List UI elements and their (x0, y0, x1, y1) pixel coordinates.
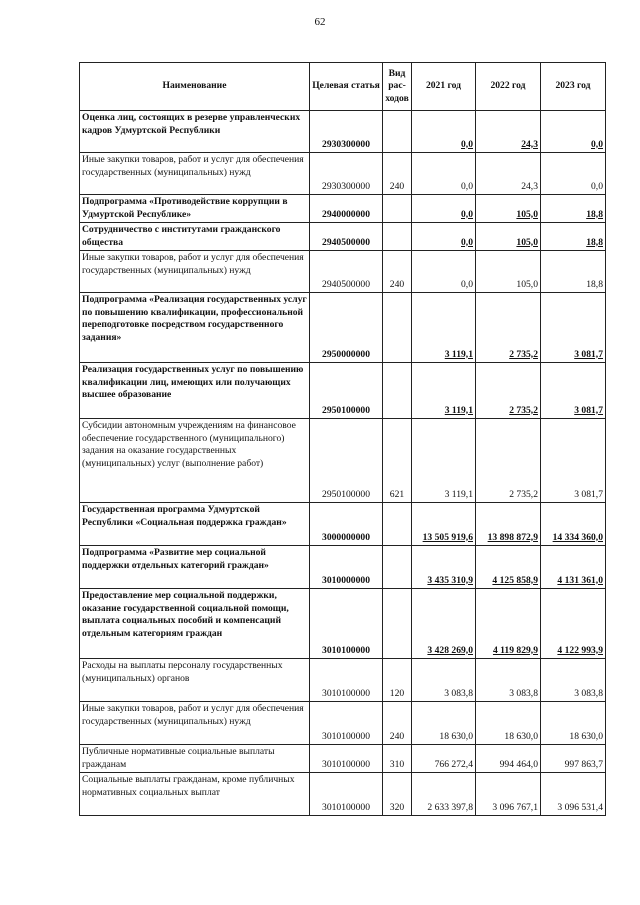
row-2023: 18,8 (541, 251, 606, 293)
table-row (80, 195, 606, 223)
row-code: 3010100000 (310, 589, 383, 659)
row-code: 2950100000 (310, 419, 383, 503)
row-name: Оценка лиц, состоящих в резерве управленческих кадров Удмуртской Республики (80, 111, 310, 153)
row-2021: 3 083,8 (412, 659, 476, 702)
row-2021: 3 435 310,9 (412, 546, 476, 589)
page-number: 62 (314, 16, 326, 28)
table-row (80, 702, 606, 745)
table-row (80, 293, 606, 363)
row-name: Государственная программа Удмуртской Республики «Социальная поддержка граждан» (80, 503, 310, 546)
table-row (80, 589, 606, 659)
row-code: 3010100000 (310, 659, 383, 702)
row-2023: 18 630,0 (541, 702, 606, 745)
row-code: 2950100000 (310, 363, 383, 419)
header-row (80, 63, 606, 111)
row-2022: 994 464,0 (476, 745, 541, 773)
row-2022: 3 083,8 (476, 659, 541, 702)
row-name: Сотрудничество с институтами гражданского общества (80, 223, 310, 251)
row-2021: 3 119,1 (412, 363, 476, 419)
row-2023: 0,0 (541, 111, 606, 153)
row-kind (383, 589, 412, 659)
row-2023: 14 334 360,0 (541, 503, 606, 546)
row-kind (383, 546, 412, 589)
row-2023: 4 122 993,9 (541, 589, 606, 659)
table-row (80, 503, 606, 546)
table-row (80, 745, 606, 773)
table-row (80, 153, 606, 195)
row-code: 2940500000 (310, 223, 383, 251)
row-code: 2950000000 (310, 293, 383, 363)
row-name: Иные закупки товаров, работ и услуг для обеспечения государственных (муниципальных) нужд (80, 251, 310, 293)
row-2022: 18 630,0 (476, 702, 541, 745)
row-2022: 105,0 (476, 251, 541, 293)
row-kind: 240 (383, 702, 412, 745)
row-code: 3000000000 (310, 503, 383, 546)
row-name: Иные закупки товаров, работ и услуг для обеспечения государственных (муниципальных) нужд (80, 702, 310, 745)
row-name: Социальные выплаты гражданам, кроме публичных нормативных социальных выплат (80, 773, 310, 816)
col-header-2023: 2023 год (541, 63, 606, 111)
row-2022: 2 735,2 (476, 293, 541, 363)
row-code: 2930300000 (310, 111, 383, 153)
row-2021: 0,0 (412, 153, 476, 195)
row-code: 2940000000 (310, 195, 383, 223)
row-name: Подпрограмма «Развитие мер социальной поддержки отдельных категорий граждан» (80, 546, 310, 589)
row-kind (383, 363, 412, 419)
row-2023: 3 081,7 (541, 293, 606, 363)
table-row (80, 419, 606, 503)
row-code: 3010100000 (310, 745, 383, 773)
row-2023: 3 081,7 (541, 363, 606, 419)
row-code: 3010100000 (310, 773, 383, 816)
row-2022: 24,3 (476, 153, 541, 195)
row-name: Субсидии автономным учреждениям на финансовое обеспечение государственного (муниципального) задания на оказание государственных (муниципальных) услуг (выполнение работ) (80, 419, 310, 503)
row-kind: 320 (383, 773, 412, 816)
row-name: Подпрограмма «Реализация государственных услуг по повышению квалификации, профессиональной переподготовке посредством государственного задания» (80, 293, 310, 363)
row-2022: 24,3 (476, 111, 541, 153)
row-code: 2930300000 (310, 153, 383, 195)
row-2022: 2 735,2 (476, 419, 541, 503)
col-header-code: Целевая статья (310, 63, 383, 111)
table-row (80, 251, 606, 293)
row-name: Публичные нормативные социальные выплаты гражданам (80, 745, 310, 773)
row-2023: 18,8 (541, 195, 606, 223)
row-kind: 240 (383, 251, 412, 293)
row-2022: 2 735,2 (476, 363, 541, 419)
row-kind: 621 (383, 419, 412, 503)
col-header-name: Наименование (80, 63, 310, 111)
row-kind (383, 111, 412, 153)
col-header-kind: Вид рас-ходов (383, 63, 412, 111)
row-2023: 3 096 531,4 (541, 773, 606, 816)
row-2022: 3 096 767,1 (476, 773, 541, 816)
row-2023: 18,8 (541, 223, 606, 251)
row-2021: 0,0 (412, 251, 476, 293)
row-2021: 3 119,1 (412, 419, 476, 503)
row-kind: 240 (383, 153, 412, 195)
row-2021: 0,0 (412, 223, 476, 251)
row-2023: 0,0 (541, 153, 606, 195)
row-2022: 4 119 829,9 (476, 589, 541, 659)
row-2022: 105,0 (476, 195, 541, 223)
row-2022: 13 898 872,9 (476, 503, 541, 546)
row-kind (383, 293, 412, 363)
col-header-2022: 2022 год (476, 63, 541, 111)
row-2021: 0,0 (412, 195, 476, 223)
table-row (80, 223, 606, 251)
row-kind (383, 195, 412, 223)
row-kind: 310 (383, 745, 412, 773)
row-2023: 3 081,7 (541, 419, 606, 503)
row-name: Подпрограмма «Противодействие коррупции в Удмуртской Республике» (80, 195, 310, 223)
row-2023: 997 863,7 (541, 745, 606, 773)
row-kind: 120 (383, 659, 412, 702)
row-name: Предоставление мер социальной поддержки, оказание государственной социальной помощи, выплата социальных пособий и компенсаций отдельным категориям граждан (80, 589, 310, 659)
budget-table (79, 62, 606, 816)
table-row (80, 546, 606, 589)
row-2021: 766 272,4 (412, 745, 476, 773)
row-name: Расходы на выплаты персоналу государственных (муниципальных) органов (80, 659, 310, 702)
row-2021: 2 633 397,8 (412, 773, 476, 816)
table-row (80, 659, 606, 702)
row-code: 3010000000 (310, 546, 383, 589)
row-2021: 3 428 269,0 (412, 589, 476, 659)
row-kind (383, 503, 412, 546)
table-row (80, 773, 606, 816)
row-2021: 0,0 (412, 111, 476, 153)
row-kind (383, 223, 412, 251)
table-row (80, 111, 606, 153)
table-row (80, 363, 606, 419)
row-code: 2940500000 (310, 251, 383, 293)
row-name: Реализация государственных услуг по повышению квалификации лиц, имеющих или получающих высшее образование (80, 363, 310, 419)
row-2022: 105,0 (476, 223, 541, 251)
row-2023: 3 083,8 (541, 659, 606, 702)
row-2022: 4 125 858,9 (476, 546, 541, 589)
row-2023: 4 131 361,0 (541, 546, 606, 589)
row-code: 3010100000 (310, 702, 383, 745)
row-2021: 3 119,1 (412, 293, 476, 363)
row-2021: 18 630,0 (412, 702, 476, 745)
row-name: Иные закупки товаров, работ и услуг для обеспечения государственных (муниципальных) нужд (80, 153, 310, 195)
col-header-2021: 2021 год (412, 63, 476, 111)
row-2021: 13 505 919,6 (412, 503, 476, 546)
